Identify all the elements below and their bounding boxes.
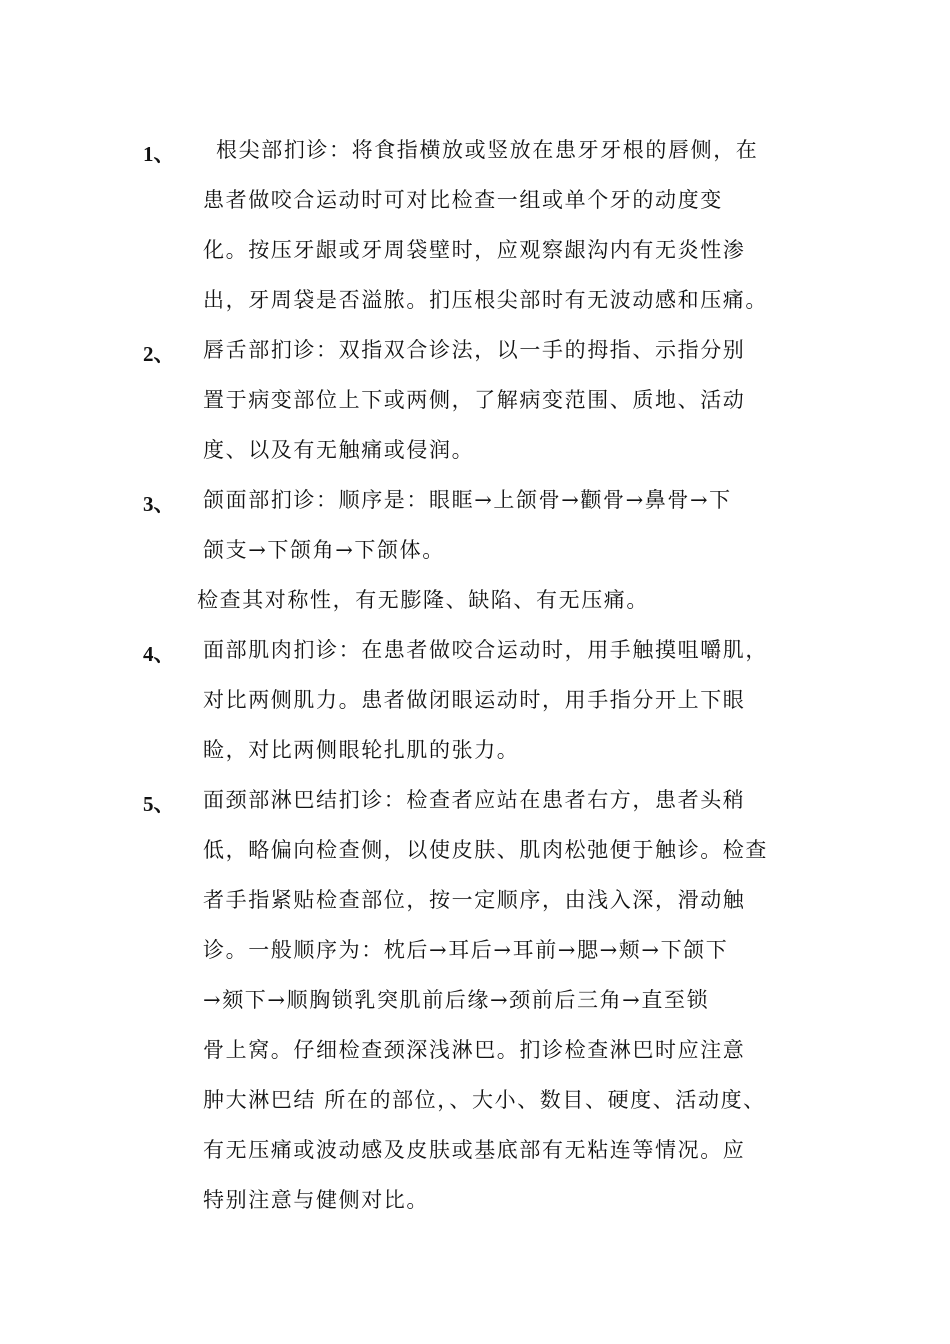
item-2-line-2: 置于病变部位上下或两侧，了解病变范围、质地、活动	[203, 388, 746, 412]
item-4-line-1: 面部肌肉扪诊：在患者做咬合运动时，用手触摸咀嚼肌，	[203, 638, 768, 662]
item-1-line-2: 患者做咬合运动时可对比检查一组或单个牙的动度变	[203, 188, 723, 212]
item-4-line-2: 对比两侧肌力。患者做闭眼运动时，用手指分开上下眼	[203, 688, 746, 712]
item-3-extra: 检查其对称性，有无膨隆、缺陷、有无压痛。	[197, 588, 649, 612]
item-number-5: 5、	[143, 792, 175, 816]
item-3-line-2: 颌支→下颌角→下颌体。	[203, 538, 445, 562]
item-5-line-6: 骨上窝。仔细检查颈深浅淋巴。扪诊检查淋巴时应注意	[203, 1038, 746, 1062]
item-5-line-4: 诊。一般顺序为：枕后→耳后→耳前→腮→颊→下颌下	[203, 938, 729, 962]
item-5-line-5: →颏下→顺胸锁乳突肌前后缘→颈前后三角→直至锁	[203, 988, 710, 1012]
item-3-line-1: 颌面部扪诊：顺序是：眼眶→上颌骨→颧骨→鼻骨→下	[203, 488, 732, 512]
item-1-line-4: 出，牙周袋是否溢脓。扪压根尖部时有无波动感和压痛。	[203, 288, 768, 312]
item-4-line-3: 睑，对比两侧眼轮扎肌的张力。	[203, 738, 520, 762]
item-1-line-3: 化。按压牙龈或牙周袋壁时，应观察龈沟内有无炎性渗	[203, 238, 746, 262]
item-number-2: 2、	[143, 342, 175, 366]
item-2-line-3: 度、以及有无触痛或侵润。	[203, 438, 475, 462]
item-5-line-2: 低，略偏向检查侧，以使皮肤、肌肉松弛便于触诊。检查	[203, 838, 768, 862]
item-1-line-1: 根尖部扪诊：将食指横放或竖放在患牙牙根的唇侧，在	[216, 138, 759, 162]
item-5-line-9: 特别注意与健侧对比。	[203, 1188, 429, 1212]
item-number-4: 4、	[143, 642, 175, 666]
item-number-3: 3、	[143, 492, 175, 516]
item-5-line-1: 面颈部淋巴结扪诊：检查者应站在患者右方，患者头稍	[203, 788, 746, 812]
item-5-line-8: 有无压痛或波动感及皮肤或基底部有无粘连等情况。应	[203, 1138, 746, 1162]
item-5-line-3: 者手指紧贴检查部位，按一定顺序，由浅入深，滑动触	[203, 888, 746, 912]
item-5-line-7: 肿大淋巴结 所在的部位，、大小、数目、硬度、活动度、	[203, 1088, 766, 1112]
item-number-1: 1、	[143, 142, 175, 166]
item-2-line-1: 唇舌部扪诊：双指双合诊法，以一手的拇指、示指分别	[203, 338, 746, 362]
